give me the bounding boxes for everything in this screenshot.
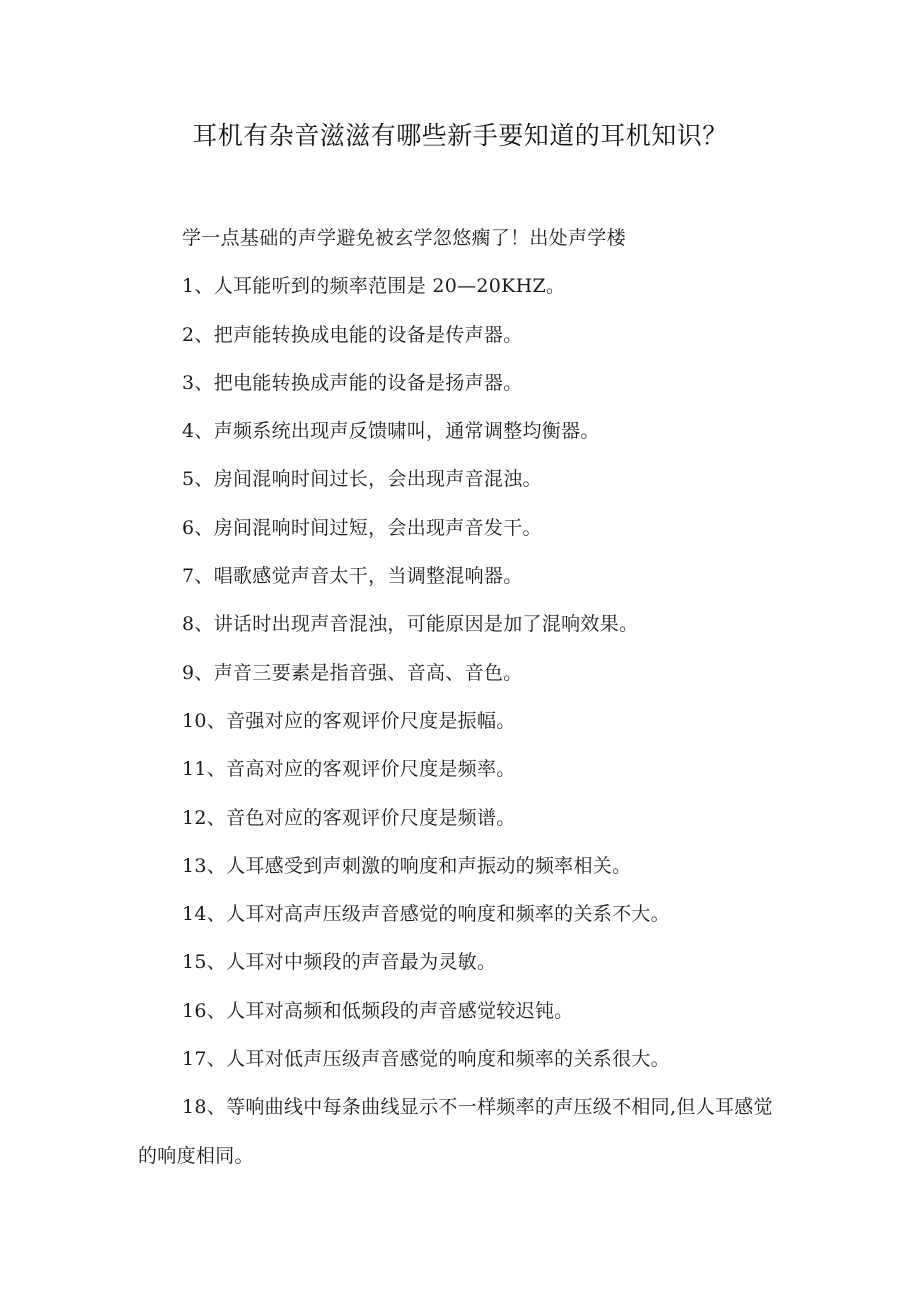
list-item: 7、唱歌感觉声音太干，当调整混响器。	[182, 565, 523, 588]
list-item: 5、房间混响时间过长，会出现声音混浊。	[182, 468, 542, 491]
list-item: 16、人耳对高频和低频段的声音感觉较迟钝。	[182, 999, 574, 1022]
list-item: 18、等响曲线中每条曲线显示不一样频率的声压级不相同,但人耳感觉的响度相同。	[138, 1096, 773, 1167]
list-item: 11、音高对应的客观评价尺度是频率。	[182, 758, 516, 781]
document-body	[138, 214, 788, 1180]
intro-paragraph: 学一点基础的声学避免被玄学忽悠瘸了！出处声学楼	[182, 227, 626, 249]
list-item: 4、声频系统出现声反馈啸叫，通常调整均衡器。	[182, 420, 600, 443]
list-item: 14、人耳对高声压级声音感觉的响度和频率的关系不大。	[182, 903, 670, 926]
document-title: 耳机有杂音滋滋有哪些新手要知道的耳机知识？	[192, 121, 728, 150]
list-item: 9、声音三要素是指音强、音高、音色。	[182, 661, 523, 684]
list-item: 17、人耳对低声压级声音感觉的响度和频率的关系很大。	[182, 1048, 670, 1071]
list-item: 13、人耳感受到声刺激的响度和声振动的频率相关。	[182, 854, 632, 877]
list-item: 12、音色对应的客观评价尺度是频谱。	[182, 806, 516, 829]
list-item: 1、人耳能听到的频率范围是 20—20KHZ。	[182, 275, 566, 298]
list-item: 6、房间混响时间过短，会出现声音发干。	[182, 516, 542, 539]
list-item: 8、讲话时出现声音混浊，可能原因是加了混响效果。	[182, 613, 639, 636]
list-item: 2、把声能转换成电能的设备是传声器。	[182, 323, 523, 346]
list-item: 15、人耳对中频段的声音最为灵敏。	[182, 951, 497, 974]
list-item: 10、音强对应的客观评价尺度是振幅。	[182, 709, 516, 732]
list-item: 3、把电能转换成声能的设备是扬声器。	[182, 371, 523, 394]
